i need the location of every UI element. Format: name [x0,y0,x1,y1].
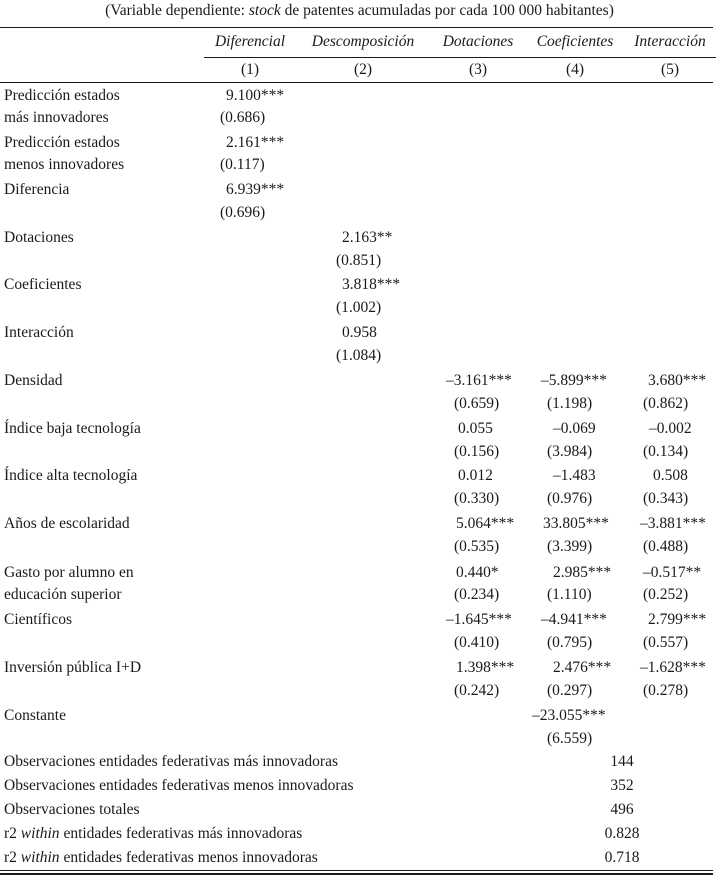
coef-alta-coeficientes: –1.483 [553,467,596,484]
se-cientificos-interaccion: (0.557) [643,634,689,651]
coef-constante: –23.055*** [532,707,606,724]
footer-value-obs-total: 496 [610,801,634,818]
coef-inversion-interaccion: –1.628*** [640,659,706,676]
footer-label-obs-mas: Observaciones entidades federativas más innovadoras [4,753,338,770]
bottom-rule-upper [0,870,713,871]
column-number-1: (1) [240,61,260,78]
coef-escolaridad-interaccion: –3.881*** [640,515,706,532]
coef-gasto-coeficientes: 2.985*** [553,564,612,581]
coef-baja-dotaciones: 0.055 [458,420,493,437]
footer-value-obs-mas: 144 [610,753,634,770]
se-escolaridad-coeficientes: (3.399) [547,538,593,555]
se-densidad-dotaciones: (0.659) [454,395,500,412]
header-dotaciones: Dotaciones [442,33,514,50]
column-number-5: (5) [660,61,680,78]
se-escolaridad-interaccion: (0.488) [643,538,689,555]
se-densidad-coeficientes: (1.198) [547,395,593,412]
se-alta-dotaciones: (0.330) [454,490,500,507]
column-number-4: (4) [565,61,585,78]
column-number-2: (2) [353,61,373,78]
coef-densidad-coeficientes: –5.899*** [541,372,607,389]
se-inversion-interaccion: (0.278) [643,682,689,699]
coef-densidad-interaccion: 3.680*** [648,372,707,389]
header-descomposicion: Descomposición [311,33,415,50]
se-pred-mas: (0.686) [220,109,266,126]
se-baja-coeficientes: (3.984) [547,443,593,460]
coef-inversion-coeficientes: 2.476*** [553,659,612,676]
row-label-alta-tecnologia: Índice alta tecnología [4,467,138,484]
row-label-constante: Constante [4,707,66,724]
caption-prefix: (Variable dependiente: [105,2,249,19]
row-label-interaccion: Interacción [4,324,74,341]
coef-densidad-dotaciones: –3.161*** [446,372,512,389]
table-caption [0,2,719,20]
se-coeficientes: (1.002) [336,299,382,316]
se-dotaciones: (0.851) [336,252,382,269]
se-baja-dotaciones: (0.156) [454,443,500,460]
se-alta-interaccion: (0.343) [643,490,689,507]
row-label-diferencia: Diferencia [4,181,70,198]
header-rule [204,57,716,58]
row-label-pred-mas-1: Predicción estados [4,87,120,104]
r2-prefix: r2 [4,825,21,842]
row-label-pred-menos-2: menos innovadores [4,156,125,173]
se-cientificos-coeficientes: (0.795) [547,634,593,651]
se-gasto-coeficientes: (1.110) [547,586,592,603]
se-alta-coeficientes: (0.976) [547,490,593,507]
coef-alta-dotaciones: 0.012 [458,467,493,484]
coef-interaccion: 0.958 [342,324,377,341]
r2-suffix: entidades federativas más innovadoras [59,825,303,842]
se-interaccion: (1.084) [336,347,382,364]
caption-suffix: de patentes acumuladas por cada 100 000 habitantes) [280,2,614,19]
footer-value-obs-menos: 352 [610,777,634,794]
r2-suffix: entidades federativas menos innovadoras [59,849,318,866]
se-cientificos-dotaciones: (0.410) [454,634,500,651]
coef-inversion-dotaciones: 1.398*** [456,659,515,676]
coef-diferencia: 6.939*** [226,181,285,198]
se-gasto-interaccion: (0.252) [643,586,689,603]
coef-gasto-interaccion: –0.517** [643,564,702,581]
coef-alta-interaccion: 0.508 [653,467,688,484]
footer-label-obs-total: Observaciones totales [4,801,140,818]
coef-baja-interaccion: –0.002 [649,420,692,437]
row-label-densidad: Densidad [4,372,63,389]
coef-baja-coeficientes: –0.069 [553,420,596,437]
se-baja-interaccion: (0.134) [643,443,689,460]
r2-within-italic: within [20,825,60,842]
top-rule [0,27,713,28]
header-interaccion: Interacción [634,33,706,50]
row-label-pred-menos-1: Predicción estados [4,134,120,151]
header-diferencial: Diferencial [214,33,285,50]
row-label-baja-tecnologia: Índice baja tecnología [4,420,141,437]
footer-label-r2-menos [4,847,318,869]
coef-cientificos-dotaciones: –1.645*** [446,611,512,628]
coef-coeficientes: 3.818*** [342,276,401,293]
row-label-pred-mas-2: más innovadores [4,109,109,126]
footer-value-r2-menos: 0.718 [604,849,640,866]
se-inversion-dotaciones: (0.242) [454,682,500,699]
se-inversion-coeficientes: (0.297) [547,682,593,699]
column-number-3: (3) [468,61,488,78]
row-label-gasto-2: educación superior [4,586,122,603]
caption-italic-word: stock [248,2,281,19]
coef-cientificos-interaccion: 2.799*** [648,611,707,628]
row-label-escolaridad: Años de escolaridad [4,515,130,532]
row-label-gasto-1: Gasto por alumno en [4,564,134,581]
se-escolaridad-dotaciones: (0.535) [454,538,500,555]
r2-within-italic: within [20,849,60,866]
se-pred-menos: (0.117) [220,156,265,173]
footer-label-obs-menos: Observaciones entidades federativas menos innovadoras [4,777,354,794]
coef-gasto-dotaciones: 0.440* [456,564,499,581]
coef-escolaridad-dotaciones: 5.064*** [456,515,515,532]
footer-value-r2-mas: 0.828 [604,825,640,842]
coef-dotaciones: 2.163** [342,229,393,246]
coef-pred-menos: 2.161*** [226,134,285,151]
se-diferencia: (0.696) [220,204,266,221]
r2-prefix: r2 [4,849,21,866]
coef-escolaridad-coeficientes: 33.805*** [543,515,609,532]
header-coeficientes: Coeficientes [536,33,614,50]
row-label-inversion: Inversión pública I+D [4,659,142,676]
footer-label-r2-mas [4,823,302,845]
se-constante: (6.559) [547,730,593,747]
se-densidad-interaccion: (0.862) [643,395,689,412]
coef-pred-mas: 9.100*** [226,87,285,104]
column-number-rule [0,82,713,83]
row-label-cientificos: Científicos [4,611,73,628]
se-gasto-dotaciones: (0.234) [454,586,500,603]
row-label-dotaciones: Dotaciones [4,229,74,246]
row-label-coeficientes: Coeficientes [4,276,82,293]
coef-cientificos-coeficientes: –4.941*** [541,611,607,628]
